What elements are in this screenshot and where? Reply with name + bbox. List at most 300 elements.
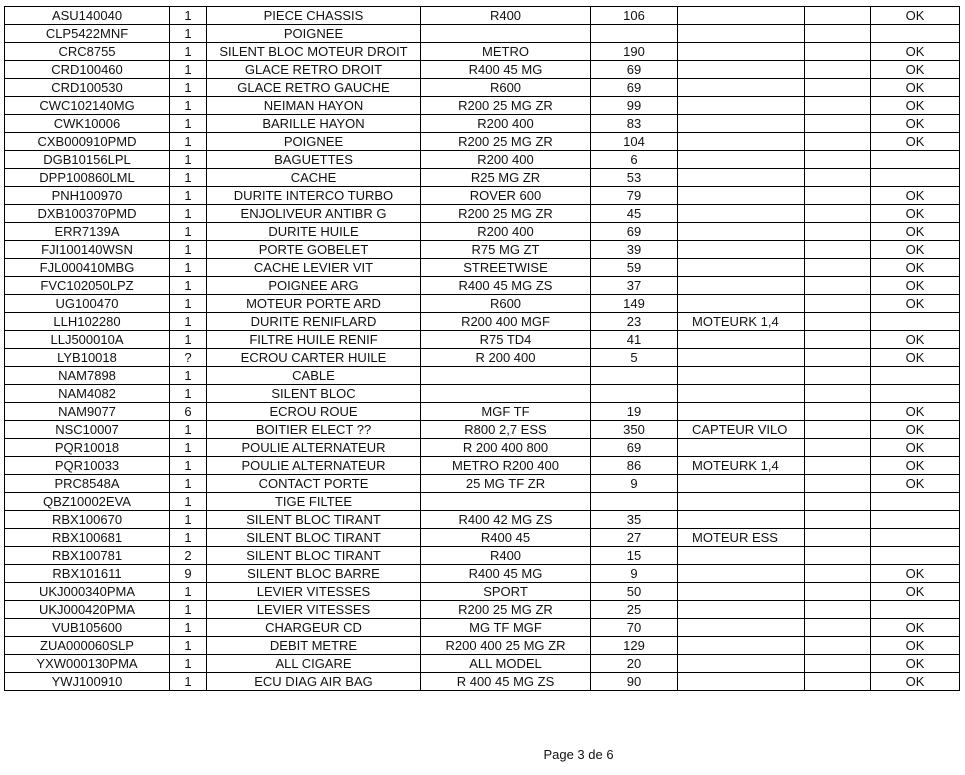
note-cell bbox=[678, 331, 805, 349]
table-row bbox=[5, 655, 960, 673]
part-number-cell: ZUA000060SLP bbox=[5, 637, 170, 655]
part-number-cell: RBX100681 bbox=[5, 529, 170, 547]
model-cell: R 200 400 bbox=[421, 349, 591, 367]
description-cell: ALL CIGARE bbox=[207, 655, 421, 673]
note-cell bbox=[678, 475, 805, 493]
quantity-cell: 1 bbox=[170, 331, 207, 349]
part-number-cell: UKJ000340PMA bbox=[5, 583, 170, 601]
table-row bbox=[5, 187, 960, 205]
description-cell: DURITE HUILE bbox=[207, 223, 421, 241]
table-row bbox=[5, 259, 960, 277]
empty-cell bbox=[805, 133, 871, 151]
empty-cell bbox=[805, 295, 871, 313]
quantity-cell: 1 bbox=[170, 133, 207, 151]
model-cell bbox=[421, 493, 591, 511]
part-number-cell: ERR7139A bbox=[5, 223, 170, 241]
empty-cell bbox=[805, 367, 871, 385]
price-cell: 90 bbox=[591, 673, 678, 691]
page-footer bbox=[0, 747, 965, 762]
table-row bbox=[5, 439, 960, 457]
table-row bbox=[5, 403, 960, 421]
model-cell: R400 42 MG ZS bbox=[421, 511, 591, 529]
model-cell: R 400 45 MG ZS bbox=[421, 673, 591, 691]
quantity-cell: 6 bbox=[170, 403, 207, 421]
empty-cell bbox=[805, 493, 871, 511]
model-cell: METRO R200 400 bbox=[421, 457, 591, 475]
empty-cell bbox=[805, 79, 871, 97]
quantity-cell: 1 bbox=[170, 601, 207, 619]
note-cell bbox=[678, 565, 805, 583]
status-cell bbox=[871, 529, 960, 547]
part-number-cell: PQR10018 bbox=[5, 439, 170, 457]
empty-cell bbox=[805, 565, 871, 583]
empty-cell bbox=[805, 637, 871, 655]
price-cell: 59 bbox=[591, 259, 678, 277]
note-cell bbox=[678, 97, 805, 115]
description-cell: ECROU CARTER HUILE bbox=[207, 349, 421, 367]
price-cell: 23 bbox=[591, 313, 678, 331]
table-row bbox=[5, 529, 960, 547]
quantity-cell: 1 bbox=[170, 223, 207, 241]
price-cell: 41 bbox=[591, 331, 678, 349]
quantity-cell: 1 bbox=[170, 529, 207, 547]
price-cell: 53 bbox=[591, 169, 678, 187]
status-cell bbox=[871, 367, 960, 385]
status-cell: OK bbox=[871, 655, 960, 673]
model-cell: R400 45 MG ZS bbox=[421, 277, 591, 295]
model-cell: R800 2,7 ESS bbox=[421, 421, 591, 439]
model-cell: R600 bbox=[421, 295, 591, 313]
price-cell: 106 bbox=[591, 7, 678, 25]
description-cell: DURITE RENIFLARD bbox=[207, 313, 421, 331]
status-cell: OK bbox=[871, 133, 960, 151]
quantity-cell: 1 bbox=[170, 511, 207, 529]
note-cell bbox=[678, 223, 805, 241]
model-cell bbox=[421, 367, 591, 385]
table-row bbox=[5, 205, 960, 223]
part-number-cell: CXB000910PMD bbox=[5, 133, 170, 151]
price-cell: 45 bbox=[591, 205, 678, 223]
quantity-cell: 1 bbox=[170, 259, 207, 277]
price-cell: 69 bbox=[591, 79, 678, 97]
status-cell bbox=[871, 547, 960, 565]
part-number-cell: LLJ500010A bbox=[5, 331, 170, 349]
note-cell bbox=[678, 601, 805, 619]
status-cell: OK bbox=[871, 565, 960, 583]
quantity-cell: ? bbox=[170, 349, 207, 367]
table-row bbox=[5, 7, 960, 25]
quantity-cell: 1 bbox=[170, 7, 207, 25]
description-cell: MOTEUR PORTE ARD bbox=[207, 295, 421, 313]
model-cell: R200 25 MG ZR bbox=[421, 205, 591, 223]
table-row bbox=[5, 331, 960, 349]
price-cell: 15 bbox=[591, 547, 678, 565]
quantity-cell: 1 bbox=[170, 79, 207, 97]
quantity-cell: 1 bbox=[170, 637, 207, 655]
table-row bbox=[5, 313, 960, 331]
empty-cell bbox=[805, 97, 871, 115]
status-cell bbox=[871, 169, 960, 187]
empty-cell bbox=[805, 457, 871, 475]
description-cell: NEIMAN HAYON bbox=[207, 97, 421, 115]
table-row bbox=[5, 151, 960, 169]
table-row bbox=[5, 277, 960, 295]
status-cell: OK bbox=[871, 421, 960, 439]
empty-cell bbox=[805, 61, 871, 79]
note-cell bbox=[678, 169, 805, 187]
description-cell: CABLE bbox=[207, 367, 421, 385]
part-number-cell: NAM4082 bbox=[5, 385, 170, 403]
note-cell bbox=[678, 25, 805, 43]
empty-cell bbox=[805, 673, 871, 691]
model-cell: R200 400 bbox=[421, 115, 591, 133]
description-cell: SILENT BLOC MOTEUR DROIT bbox=[207, 43, 421, 61]
note-cell: MOTEURK 1,4 bbox=[678, 313, 805, 331]
note-cell bbox=[678, 547, 805, 565]
empty-cell bbox=[805, 259, 871, 277]
part-number-cell: PRC8548A bbox=[5, 475, 170, 493]
description-cell: FILTRE HUILE RENIF bbox=[207, 331, 421, 349]
empty-cell bbox=[805, 151, 871, 169]
note-cell bbox=[678, 115, 805, 133]
price-cell: 25 bbox=[591, 601, 678, 619]
quantity-cell: 1 bbox=[170, 673, 207, 691]
part-number-cell: NSC10007 bbox=[5, 421, 170, 439]
price-cell: 350 bbox=[591, 421, 678, 439]
table-row bbox=[5, 367, 960, 385]
empty-cell bbox=[805, 223, 871, 241]
note-cell bbox=[678, 385, 805, 403]
status-cell: OK bbox=[871, 331, 960, 349]
empty-cell bbox=[805, 241, 871, 259]
quantity-cell: 1 bbox=[170, 97, 207, 115]
note-cell: MOTEURK 1,4 bbox=[678, 457, 805, 475]
description-cell: ECROU ROUE bbox=[207, 403, 421, 421]
quantity-cell: 1 bbox=[170, 187, 207, 205]
note-cell bbox=[678, 403, 805, 421]
description-cell: SILENT BLOC BARRE bbox=[207, 565, 421, 583]
parts-table bbox=[4, 6, 960, 691]
model-cell: R200 25 MG ZR bbox=[421, 601, 591, 619]
empty-cell bbox=[805, 43, 871, 61]
status-cell: OK bbox=[871, 7, 960, 25]
quantity-cell: 1 bbox=[170, 241, 207, 259]
model-cell: R400 45 bbox=[421, 529, 591, 547]
price-cell: 99 bbox=[591, 97, 678, 115]
note-cell bbox=[678, 277, 805, 295]
price-cell: 104 bbox=[591, 133, 678, 151]
status-cell: OK bbox=[871, 187, 960, 205]
empty-cell bbox=[805, 655, 871, 673]
price-cell: 27 bbox=[591, 529, 678, 547]
part-number-cell: PNH100970 bbox=[5, 187, 170, 205]
model-cell: R25 MG ZR bbox=[421, 169, 591, 187]
quantity-cell: 9 bbox=[170, 565, 207, 583]
price-cell: 129 bbox=[591, 637, 678, 655]
description-cell: ENJOLIVEUR ANTIBR G bbox=[207, 205, 421, 223]
description-cell: DEBIT METRE bbox=[207, 637, 421, 655]
quantity-cell: 1 bbox=[170, 583, 207, 601]
part-number-cell: CRC8755 bbox=[5, 43, 170, 61]
quantity-cell: 1 bbox=[170, 493, 207, 511]
empty-cell bbox=[805, 511, 871, 529]
table-row bbox=[5, 385, 960, 403]
model-cell: 25 MG TF ZR bbox=[421, 475, 591, 493]
part-number-cell: LYB10018 bbox=[5, 349, 170, 367]
table-row bbox=[5, 601, 960, 619]
parts-table-body bbox=[5, 7, 960, 691]
part-number-cell: UKJ000420PMA bbox=[5, 601, 170, 619]
table-row bbox=[5, 25, 960, 43]
description-cell: GLACE RETRO DROIT bbox=[207, 61, 421, 79]
part-number-cell: CWK10006 bbox=[5, 115, 170, 133]
quantity-cell: 2 bbox=[170, 547, 207, 565]
price-cell: 35 bbox=[591, 511, 678, 529]
status-cell: OK bbox=[871, 61, 960, 79]
price-cell: 69 bbox=[591, 439, 678, 457]
empty-cell bbox=[805, 331, 871, 349]
quantity-cell: 1 bbox=[170, 151, 207, 169]
empty-cell bbox=[805, 403, 871, 421]
status-cell bbox=[871, 385, 960, 403]
note-cell bbox=[678, 7, 805, 25]
price-cell bbox=[591, 367, 678, 385]
empty-cell bbox=[805, 25, 871, 43]
note-cell bbox=[678, 241, 805, 259]
quantity-cell: 1 bbox=[170, 385, 207, 403]
model-cell: R200 25 MG ZR bbox=[421, 97, 591, 115]
part-number-cell: ASU140040 bbox=[5, 7, 170, 25]
note-cell bbox=[678, 655, 805, 673]
empty-cell bbox=[805, 439, 871, 457]
model-cell: R400 bbox=[421, 547, 591, 565]
part-number-cell: LLH102280 bbox=[5, 313, 170, 331]
part-number-cell: RBX100670 bbox=[5, 511, 170, 529]
table-row bbox=[5, 475, 960, 493]
quantity-cell: 1 bbox=[170, 439, 207, 457]
part-number-cell: UG100470 bbox=[5, 295, 170, 313]
status-cell: OK bbox=[871, 223, 960, 241]
price-cell: 69 bbox=[591, 61, 678, 79]
quantity-cell: 1 bbox=[170, 277, 207, 295]
price-cell: 9 bbox=[591, 565, 678, 583]
table-row bbox=[5, 619, 960, 637]
status-cell: OK bbox=[871, 259, 960, 277]
table-row bbox=[5, 97, 960, 115]
model-cell bbox=[421, 385, 591, 403]
part-number-cell: DPP100860LML bbox=[5, 169, 170, 187]
status-cell: OK bbox=[871, 79, 960, 97]
price-cell bbox=[591, 493, 678, 511]
empty-cell bbox=[805, 547, 871, 565]
note-cell bbox=[678, 79, 805, 97]
status-cell: OK bbox=[871, 403, 960, 421]
note-cell bbox=[678, 259, 805, 277]
description-cell: POIGNEE bbox=[207, 25, 421, 43]
quantity-cell: 1 bbox=[170, 169, 207, 187]
part-number-cell: DGB10156LPL bbox=[5, 151, 170, 169]
table-row bbox=[5, 43, 960, 61]
price-cell: 50 bbox=[591, 583, 678, 601]
empty-cell bbox=[805, 169, 871, 187]
table-row bbox=[5, 547, 960, 565]
empty-cell bbox=[805, 583, 871, 601]
part-number-cell: CRD100530 bbox=[5, 79, 170, 97]
price-cell: 19 bbox=[591, 403, 678, 421]
part-number-cell: YWJ100910 bbox=[5, 673, 170, 691]
part-number-cell: CRD100460 bbox=[5, 61, 170, 79]
model-cell: ALL MODEL bbox=[421, 655, 591, 673]
part-number-cell: DXB100370PMD bbox=[5, 205, 170, 223]
part-number-cell: FJI100140WSN bbox=[5, 241, 170, 259]
table-row bbox=[5, 673, 960, 691]
empty-cell bbox=[805, 115, 871, 133]
description-cell: SILENT BLOC TIRANT bbox=[207, 511, 421, 529]
status-cell: OK bbox=[871, 43, 960, 61]
note-cell bbox=[678, 295, 805, 313]
page-number: Page 3 de 6 bbox=[543, 747, 614, 762]
table-row bbox=[5, 583, 960, 601]
table-row bbox=[5, 637, 960, 655]
description-cell: SILENT BLOC bbox=[207, 385, 421, 403]
price-cell bbox=[591, 385, 678, 403]
note-cell bbox=[678, 367, 805, 385]
status-cell: OK bbox=[871, 637, 960, 655]
table-row bbox=[5, 493, 960, 511]
description-cell: PIECE CHASSIS bbox=[207, 7, 421, 25]
note-cell bbox=[678, 439, 805, 457]
description-cell: CACHE bbox=[207, 169, 421, 187]
part-number-cell: FVC102050LPZ bbox=[5, 277, 170, 295]
table-row bbox=[5, 61, 960, 79]
price-cell: 9 bbox=[591, 475, 678, 493]
part-number-cell: YXW000130PMA bbox=[5, 655, 170, 673]
model-cell: R75 MG ZT bbox=[421, 241, 591, 259]
empty-cell bbox=[805, 313, 871, 331]
status-cell: OK bbox=[871, 349, 960, 367]
status-cell: OK bbox=[871, 115, 960, 133]
status-cell: OK bbox=[871, 295, 960, 313]
empty-cell bbox=[805, 7, 871, 25]
empty-cell bbox=[805, 385, 871, 403]
model-cell: R200 400 bbox=[421, 223, 591, 241]
quantity-cell: 1 bbox=[170, 655, 207, 673]
table-row bbox=[5, 115, 960, 133]
model-cell: ROVER 600 bbox=[421, 187, 591, 205]
price-cell: 5 bbox=[591, 349, 678, 367]
price-cell: 149 bbox=[591, 295, 678, 313]
quantity-cell: 1 bbox=[170, 25, 207, 43]
description-cell: PORTE GOBELET bbox=[207, 241, 421, 259]
table-row bbox=[5, 295, 960, 313]
table-row bbox=[5, 133, 960, 151]
status-cell bbox=[871, 601, 960, 619]
note-cell bbox=[678, 61, 805, 79]
quantity-cell: 1 bbox=[170, 295, 207, 313]
note-cell bbox=[678, 619, 805, 637]
model-cell: R200 400 MGF bbox=[421, 313, 591, 331]
description-cell: POULIE ALTERNATEUR bbox=[207, 439, 421, 457]
status-cell: OK bbox=[871, 277, 960, 295]
description-cell: LEVIER VITESSES bbox=[207, 583, 421, 601]
model-cell: R75 TD4 bbox=[421, 331, 591, 349]
table-row bbox=[5, 511, 960, 529]
description-cell: POIGNEE ARG bbox=[207, 277, 421, 295]
table-row bbox=[5, 169, 960, 187]
price-cell: 6 bbox=[591, 151, 678, 169]
status-cell: OK bbox=[871, 475, 960, 493]
part-number-cell: RBX101611 bbox=[5, 565, 170, 583]
model-cell: R200 25 MG ZR bbox=[421, 133, 591, 151]
quantity-cell: 1 bbox=[170, 43, 207, 61]
part-number-cell: PQR10033 bbox=[5, 457, 170, 475]
description-cell: SILENT BLOC TIRANT bbox=[207, 547, 421, 565]
note-cell bbox=[678, 637, 805, 655]
empty-cell bbox=[805, 205, 871, 223]
status-cell bbox=[871, 493, 960, 511]
model-cell: R600 bbox=[421, 79, 591, 97]
part-number-cell: FJL000410MBG bbox=[5, 259, 170, 277]
quantity-cell: 1 bbox=[170, 205, 207, 223]
empty-cell bbox=[805, 187, 871, 205]
empty-cell bbox=[805, 349, 871, 367]
quantity-cell: 1 bbox=[170, 115, 207, 133]
description-cell: SILENT BLOC TIRANT bbox=[207, 529, 421, 547]
description-cell: LEVIER VITESSES bbox=[207, 601, 421, 619]
description-cell: BOITIER ELECT ?? bbox=[207, 421, 421, 439]
status-cell: OK bbox=[871, 673, 960, 691]
description-cell: CONTACT PORTE bbox=[207, 475, 421, 493]
price-cell: 79 bbox=[591, 187, 678, 205]
empty-cell bbox=[805, 601, 871, 619]
status-cell bbox=[871, 511, 960, 529]
quantity-cell: 1 bbox=[170, 457, 207, 475]
model-cell: R400 45 MG bbox=[421, 61, 591, 79]
price-cell: 83 bbox=[591, 115, 678, 133]
model-cell: R200 400 bbox=[421, 151, 591, 169]
status-cell: OK bbox=[871, 241, 960, 259]
part-number-cell: CLP5422MNF bbox=[5, 25, 170, 43]
part-number-cell: RBX100781 bbox=[5, 547, 170, 565]
table-row bbox=[5, 421, 960, 439]
note-cell bbox=[678, 43, 805, 61]
part-number-cell: NAM7898 bbox=[5, 367, 170, 385]
table-row bbox=[5, 223, 960, 241]
model-cell: MGF TF bbox=[421, 403, 591, 421]
status-cell bbox=[871, 151, 960, 169]
description-cell: TIGE FILTEE bbox=[207, 493, 421, 511]
part-number-cell: CWC102140MG bbox=[5, 97, 170, 115]
model-cell: STREETWISE bbox=[421, 259, 591, 277]
model-cell bbox=[421, 25, 591, 43]
price-cell: 70 bbox=[591, 619, 678, 637]
note-cell bbox=[678, 493, 805, 511]
note-cell bbox=[678, 133, 805, 151]
description-cell: CHARGEUR CD bbox=[207, 619, 421, 637]
table-row bbox=[5, 565, 960, 583]
description-cell: CACHE LEVIER VIT bbox=[207, 259, 421, 277]
note-cell bbox=[678, 511, 805, 529]
note-cell bbox=[678, 187, 805, 205]
model-cell: SPORT bbox=[421, 583, 591, 601]
description-cell: POIGNEE bbox=[207, 133, 421, 151]
status-cell: OK bbox=[871, 457, 960, 475]
price-cell: 20 bbox=[591, 655, 678, 673]
description-cell: DURITE INTERCO TURBO bbox=[207, 187, 421, 205]
model-cell: R200 400 25 MG ZR bbox=[421, 637, 591, 655]
description-cell: GLACE RETRO GAUCHE bbox=[207, 79, 421, 97]
empty-cell bbox=[805, 619, 871, 637]
